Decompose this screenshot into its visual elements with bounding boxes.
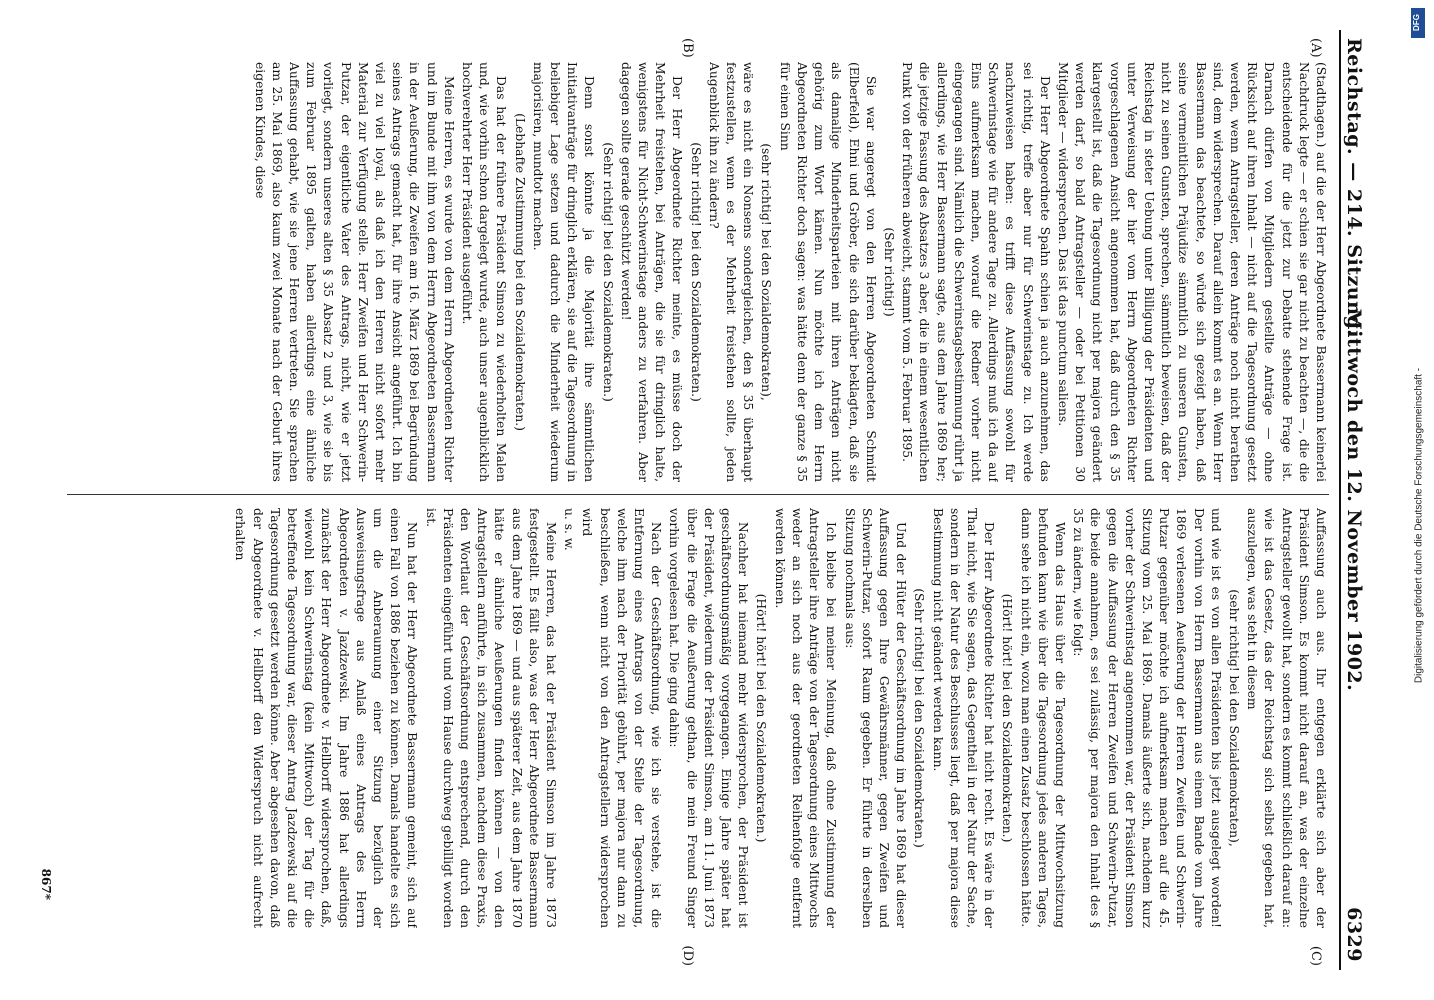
- interjection: (Sehr richtig! bei den Sozialdemokraten.): [912, 588, 927, 848]
- quotation: Nach der Geschäftsordnung, wie ich sie verstehe, ist die Entfernung eines Antrags von der Stelle der Tagesordnung, welche ihm nach der Priorität gebührt, per majora nur dann zu beschließen, wenn nicht von den Antragstellern widersprochen wird: [580, 508, 664, 928]
- margin-marker-c: (C): [1308, 945, 1323, 966]
- column-divider: [67, 494, 1329, 495]
- page-number: 6329: [1343, 907, 1365, 962]
- interjection: (Lebhafte Zustimmung bei den Sozialdemokraten.): [512, 113, 527, 431]
- interjection: (Hört! hört! bei den Sozialdemokraten.): [1000, 593, 1015, 843]
- paragraph: Sie war angeregt von den Herren Abgeordneten Schmidt (Elberfeld), Ehni und Gröber, die sich darüber beklagten, daß sie als damalige Minderheitsparteien mit ihren Anträgen nicht gehörig zum Wort kämen. Nun möchte ich dem Herrn Abgeordneten Richter doch sagen: was hätte denn der ganze § 35 für einen Sinn: [777, 62, 878, 482]
- margin-marker-d: (D): [680, 945, 695, 966]
- margin-marker-b: (B): [680, 38, 695, 58]
- paragraph: wäre es nicht ein Nonsens sondergleichen, den § 35 überhaupt festzustellen, wenn es der Mehrheit freistehen sollte, jeden Augenblick ihn zu ändern?: [706, 62, 756, 482]
- interjection: (Hört! hört! bei den Sozialdemokraten.): [754, 593, 769, 843]
- interjection: (Sehr richtig! bei den Sozialdemokraten.): [600, 142, 615, 402]
- interjection: (sehr richtig! bei den Sozialdemokraten),: [1226, 589, 1241, 847]
- header-session: Reichstag. — 214. Sitzung.: [1343, 38, 1365, 337]
- paragraph: (Stadthagen.) auf die der Herr Abgeordnete Bassermann keinerlei Nachdruck legte — er schien sie gar nicht zu beachten —, die die entscheidende für die jetzt zur Debatte stehende Frage ist. Darnach dürfen von Mitgliedern gestellte Anträge — ohne Rücksicht auf ihren Inhalt — nicht auf die Tagesordnung gesetzt werden, wenn Antragsteller, deren Anträge noch nicht berathen sind, dem widersprechen. Darauf allein kommt es an. Wenn Herr Bassermann das beachtete, so würde sich gezeigt haben, daß seine vermeintlichen Präjudize sämmtlich zu unseren Gunsten, nicht zu seinen Gunsten, sprechen, sämmtlich beweisen, daß der Reichstag in steter Uebung unter Billigung der Präsidenten und unter Verweisung der hier vom Herrn Abgeordneten Richter vorgeschlagenen Ansicht angenommen hat, daß durch den § 35 klargestellt ist, daß die Tagesordnung nicht per majora geändert werden darf, so bald Antragsteller — oder bei Petitionen 30 Mitglieder — widersprechen. Das ist das punctum saliens.: [1055, 62, 1328, 482]
- credit-text: Digitalisierung gefördert durch die Deutsche Forschungsgemeinschaft -: [1413, 367, 1425, 684]
- text-column-left: [54, 62, 1329, 482]
- paragraph: Auffassung auch aus. Ihr entgegen erklärte sich aber der Präsident Simson. Es kommt nicht darauf an, was der einzelne Antragsteller gewollt hat, sondern es kommt schließlich darauf an: wie ist das Gesetz, das der Reichstag sich selbst gegeben hat, auszulegen, was steht in diesem: [1245, 508, 1328, 928]
- paragraph: Denn sonst könnte ja die Majorität ihre sämmtlichen Initiativanträge für dringlich erklären, sie auf die Tagesordnung in beliebiger Lage setzen und dadurch die Minderheit wiederum majorisiren, mundtot machen.: [530, 62, 597, 482]
- interjection: (sehr richtig! bei den Sozialdemokraten),: [759, 143, 774, 401]
- digitization-credit: [1404, 0, 1434, 1000]
- quotation: Wenn das Haus über die Tagesordnung der Mittwochsitzung befunden kann wie über die Tagesordnung jedes anderen Tages, dann sehe ich nicht ein, wozu man einen Zusatz beschlossen hätte.: [1018, 508, 1067, 928]
- interjection: (Sehr richtig!): [881, 227, 896, 317]
- paragraph: Und der Hüter der Geschäftsordnung im Jahre 1869 hat dieser Auffassung gegen Ihre Gewährsmänner, gegen Zweifen und Schwerin-Putzar, sofort Raum gegeben. Er führte in derselben Sitzung nochmals aus:: [842, 508, 909, 928]
- paragraph: Meine Herren, es wurde von dem Herrn Abgeordneten Richter und im Bunde mit ihm von dem Herrn Abgeordneten Bassermann in der Aeußerung, die Zweifen am 16. März 1869 bei Begründung seines Antrags gemacht hat, für ihre Ansicht angeführt. Ich bin viel zu viel loyal, als daß ich den Herren nicht sofort mehr Material zur Verfügung stelle. Herr Zweifen und Herr Schwerin-Putzar, der eigentliche Vater des Antrags, nicht, wie er jetzt vorliegt, sondern unseres alten § 35 Absatz 2 und 3, wie sie bis zum Februar 1895 galten, haben allerdings eine ähnliche Auffassung gehabt, wie sie jene Herren vertreten. Sie sprachen am 25. Mai 1869, also kaum zwei Monate nach der Geburt ihres eigenen Kindes, diese: [252, 62, 456, 482]
- margin-marker-a: (A): [1308, 38, 1323, 58]
- interjection: (Sehr richtig! bei den Sozialdemokraten.): [688, 142, 703, 402]
- paragraph: Das hat der frühere Präsident Simson zu wiederholten Malen und, wie vorhin schon dargelegt wurde, auch unser augenblicklich hochverehrter Herr Präsident ausgeführt.: [460, 62, 509, 482]
- paragraph: Der Herr Abgeordnete Spahn schien ja auch anzunehmen, das sei richtig, treffe aber nur für Schwerinstage zu. Ich werde nachzuweisen haben: es trifft diese Auffassung sowohl für Schwerinstage wie für andere Tage zu. Allerdings muß ich da auf Eins aufmerksam machen, worauf die Redner vorher nicht eingegangen sind. Nämlich die Schwerinstagsbestimmung rührt ja allerdings, wie Herr Bassermann sagte, aus dem Jahre 1869 her; die jetzige Fassung des Absatzes 3 aber, die in einem wesentlichen Punkt von der früheren abweicht, stammt vom 5. Februar 1895.: [900, 62, 1052, 482]
- paragraph: Nun hat der Herr Abgeordnete Bassermann gemeint, sich auf einen Fall von 1886 beziehen zu können. Damals handelte es sich um die Anberaumung einer Sitzung bezüglich der Ausweisungsfrage aus Anlaß eines Antrags des Herrn Abgeordneten v. Jazdzewski. Im Jahre 1886 hat allerdings zunächst der Herr Abgeordnete v. Hellborff widersprochen, daß, wiewohl kein Schwerinstag (kein Mittwoch) der Tag für die betreffende Tagesordnung war, dieser Antrag Jazdzewski auf die Tagesordnung gesetzt werden könne. Aber abgesehen davon, daß der Abgeordnete v. Hellborff den Widerspruch nicht aufrecht erhalten: [233, 508, 420, 928]
- text-column-right: [54, 508, 1329, 928]
- header-date: Mittwoch den 12. November 1902.: [1343, 308, 1365, 692]
- paragraph: u. s. w.: [562, 508, 577, 551]
- paragraph: Nachher hat niemand mehr widersprochen, der Präsident ist geschäftsordnungsmäßig vorgegangen. Einige Jahre später hat der Präsident, wiederum der Präsident Simson, am 11. Juni 1873 über die Frage die Aeußerung gethan, die mein Freund Singer vorhin vorgelesen hat. Die ging dahin:: [667, 508, 751, 928]
- paragraph: Der Herr Abgeordnete Richter hat nicht recht. Es wäre in der That nicht, wie Sie sagen, das Gegentheil in der Natur der Sache, sondern in der Natur des Beschlusses liegt, daß per majora diese Bestimmung nicht geändert werden kann.: [930, 508, 997, 928]
- page-header: [1339, 30, 1365, 970]
- paragraph: Der Herr Abgeordnete Richter meinte, es müsse doch der Mehrheit freistehen, bei Anträgen, die sie für dringlich halte, wenigstens für Nicht-Schwerinstage anders zu verfahren. Aber dagegen sollte gerade geschützt werden!: [618, 62, 685, 482]
- quotation: Ich bleibe bei meiner Meinung, daß ohne Zustimmung der Antragsteller ihre Anträge von der Tagesordnung eines Mittwochs weder an sich noch aus der geordneten Reihenfolge entfernt werden können.: [772, 508, 839, 928]
- dfg-logo: DFG: [1411, 8, 1425, 38]
- signature-mark: 867*: [39, 868, 53, 900]
- document-page: [25, 30, 1375, 970]
- paragraph: und wie ist es von allen Präsidenten bis jetzt ausgelegt worden! Der vorhin von Herrn Bassermann aus einem Bande vom Jahre 1869 verlesenen Aeußerung der Herren Zweifen und Schwerin-Putzar gegenüber möchte ich aufmerksam machen auf die 45. Sitzung vom 25. Mai 1869. Damals äußerte sich, nachdem kurz vorher der Schwerinstag angenommen war, der Präsident Simson gegen die Auffassung der Herren Zweifen und Schwerin-Putzar, die beide annahmen, es sei zulässig, per majora den Inhalt des § 35 zu ändern, wie folgt:: [1071, 508, 1223, 928]
- paragraph: Meine Herren, das hat der Präsident Simson im Jahre 1873 festgestellt. Es fällt also, was der Herr Abgeordnete Bassermann aus dem Jahre 1869 — und aus späterer Zeit, aus dem Jahre 1870 hätte er ähnliche Aeußerungen finden können — von den Antragstellern anführte, in sich zusammen, nachdem diese Praxis, den Wortlaut der Geschäftsordnung entsprechend, durch den Präsidenten eingeführt und vom Hause durchweg gebilligt worden ist.: [423, 508, 559, 928]
